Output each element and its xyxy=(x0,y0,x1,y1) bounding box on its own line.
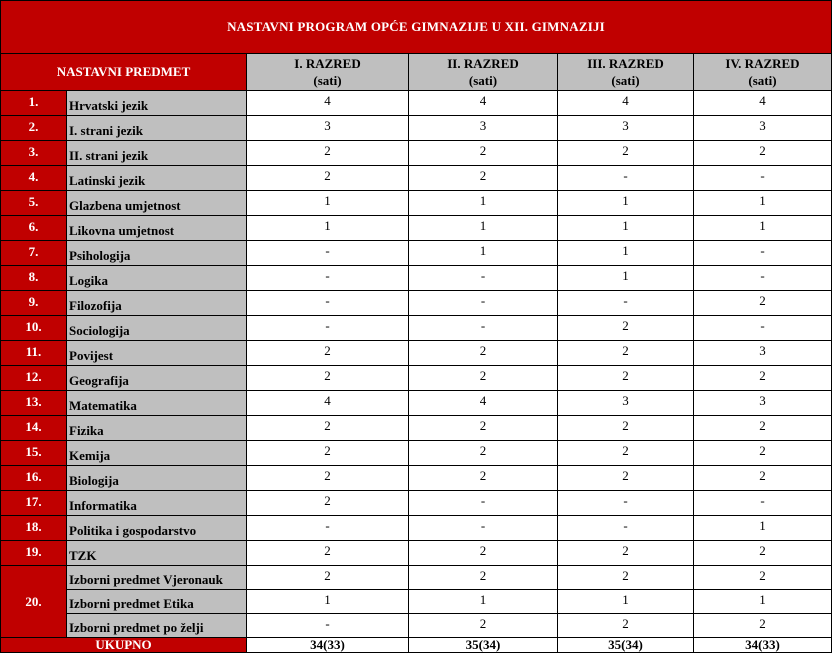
subject-name: Izborni predmet Etika xyxy=(67,590,247,614)
hours-cell: - xyxy=(247,241,409,266)
hours-cell: 2 xyxy=(558,614,694,638)
row-number: 19. xyxy=(1,541,67,566)
hours-cell: 4 xyxy=(409,391,558,416)
table-row xyxy=(1,566,832,590)
subject-name: Kemija xyxy=(67,441,247,466)
header-row xyxy=(1,54,832,91)
table-row xyxy=(1,466,832,491)
hours-cell: 2 xyxy=(247,541,409,566)
row-number: 3. xyxy=(1,141,67,166)
hours-cell: 2 xyxy=(409,416,558,441)
hours-cell: 3 xyxy=(247,116,409,141)
hours-cell: 2 xyxy=(409,566,558,590)
table-row xyxy=(1,516,832,541)
hours-cell: 2 xyxy=(558,566,694,590)
hours-cell: - xyxy=(558,291,694,316)
hours-cell: 2 xyxy=(558,341,694,366)
hours-cell: 3 xyxy=(694,341,832,366)
hours-cell: 2 xyxy=(409,341,558,366)
hours-cell: 2 xyxy=(409,441,558,466)
hours-cell: 2 xyxy=(247,441,409,466)
table-row xyxy=(1,441,832,466)
hours-cell: 2 xyxy=(409,366,558,391)
hours-cell: 2 xyxy=(247,491,409,516)
grade-3-header xyxy=(558,54,694,91)
table-row xyxy=(1,491,832,516)
hours-cell: 1 xyxy=(247,590,409,614)
table-row xyxy=(1,266,832,291)
table-row xyxy=(1,316,832,341)
subject-name: Likovna umjetnost xyxy=(67,216,247,241)
page-title: NASTAVNI PROGRAM OPĆE GIMNAZIJE U XII. GIMNAZIJI xyxy=(1,1,832,54)
hours-cell: 3 xyxy=(558,391,694,416)
row-number: 2. xyxy=(1,116,67,141)
hours-cell: 1 xyxy=(409,590,558,614)
subject-name: Filozofija xyxy=(67,291,247,316)
hours-cell: 2 xyxy=(409,541,558,566)
hours-cell: - xyxy=(694,491,832,516)
hours-cell: 3 xyxy=(694,391,832,416)
subject-name: Matematika xyxy=(67,391,247,416)
hours-cell: 1 xyxy=(409,241,558,266)
hours-cell: 2 xyxy=(694,466,832,491)
hours-cell: 2 xyxy=(558,466,694,491)
table-row xyxy=(1,141,832,166)
table-row xyxy=(1,291,832,316)
hours-cell: 1 xyxy=(694,516,832,541)
row-number: 9. xyxy=(1,291,67,316)
hours-cell: 2 xyxy=(694,416,832,441)
hours-cell: 2 xyxy=(694,614,832,638)
total-hours-cell: 35(34) xyxy=(409,638,558,653)
hours-cell: 1 xyxy=(694,216,832,241)
hours-cell: 2 xyxy=(247,341,409,366)
row-number: 10. xyxy=(1,316,67,341)
subject-name: Glazbena umjetnost xyxy=(67,191,247,216)
grade-1-header xyxy=(247,54,409,91)
subject-name: Povijest xyxy=(67,341,247,366)
hours-cell: 3 xyxy=(558,116,694,141)
hours-cell: - xyxy=(409,516,558,541)
curriculum-table-body xyxy=(1,1,832,653)
total-hours-cell: 34(33) xyxy=(247,638,409,653)
hours-cell: 2 xyxy=(558,441,694,466)
row-number: 1. xyxy=(1,91,67,116)
total-row xyxy=(1,638,832,653)
subject-name: Izborni predmet po želji xyxy=(67,614,247,638)
hours-cell: 2 xyxy=(694,441,832,466)
row-number: 4. xyxy=(1,166,67,191)
row-number: 14. xyxy=(1,416,67,441)
grade-1-name: I. RAZRED xyxy=(294,56,361,71)
row-number: 20. xyxy=(1,566,67,638)
hours-cell: - xyxy=(247,266,409,291)
hours-cell: - xyxy=(694,266,832,291)
hours-cell: 1 xyxy=(694,590,832,614)
hours-cell: 4 xyxy=(247,91,409,116)
row-number: 7. xyxy=(1,241,67,266)
subject-name: Hrvatski jezik xyxy=(67,91,247,116)
hours-cell: 2 xyxy=(409,166,558,191)
grade-2-name: II. RAZRED xyxy=(447,56,519,71)
row-number: 8. xyxy=(1,266,67,291)
row-number: 17. xyxy=(1,491,67,516)
hours-cell: - xyxy=(558,491,694,516)
hours-cell: - xyxy=(409,316,558,341)
hours-cell: 2 xyxy=(247,141,409,166)
hours-cell: - xyxy=(247,516,409,541)
hours-cell: 1 xyxy=(558,191,694,216)
subject-name: Logika xyxy=(67,266,247,291)
row-number: 12. xyxy=(1,366,67,391)
hours-cell: - xyxy=(694,241,832,266)
table-row xyxy=(1,541,832,566)
subject-name: Biologija xyxy=(67,466,247,491)
row-number: 16. xyxy=(1,466,67,491)
total-hours-cell: 35(34) xyxy=(558,638,694,653)
hours-cell: 4 xyxy=(694,91,832,116)
hours-cell: 2 xyxy=(409,466,558,491)
total-label: UKUPNO xyxy=(1,638,247,653)
subject-name: Latinski jezik xyxy=(67,166,247,191)
hours-cell: 2 xyxy=(694,366,832,391)
row-number: 15. xyxy=(1,441,67,466)
hours-cell: 4 xyxy=(558,91,694,116)
grade-4-unit: (sati) xyxy=(748,73,777,88)
table-row xyxy=(1,614,832,638)
row-number: 11. xyxy=(1,341,67,366)
hours-cell: 2 xyxy=(247,166,409,191)
grade-2-unit: (sati) xyxy=(468,73,498,88)
row-number: 13. xyxy=(1,391,67,416)
row-number: 18. xyxy=(1,516,67,541)
hours-cell: - xyxy=(409,266,558,291)
hours-cell: 3 xyxy=(409,116,558,141)
hours-cell: - xyxy=(694,316,832,341)
hours-cell: - xyxy=(409,291,558,316)
hours-cell: 1 xyxy=(558,590,694,614)
hours-cell: 2 xyxy=(694,291,832,316)
hours-cell: 2 xyxy=(247,566,409,590)
hours-cell: 2 xyxy=(558,141,694,166)
hours-cell: - xyxy=(247,614,409,638)
hours-cell: 2 xyxy=(247,366,409,391)
hours-cell: 2 xyxy=(409,141,558,166)
hours-cell: 2 xyxy=(694,141,832,166)
grade-1-unit: (sati) xyxy=(313,73,342,88)
table-row xyxy=(1,166,832,191)
hours-cell: 2 xyxy=(558,416,694,441)
hours-cell: - xyxy=(409,491,558,516)
table-row xyxy=(1,241,832,266)
table-row xyxy=(1,216,832,241)
subject-name: II. strani jezik xyxy=(67,141,247,166)
subject-name: Psihologija xyxy=(67,241,247,266)
subject-name: TZK xyxy=(67,541,247,566)
hours-cell: 1 xyxy=(558,266,694,291)
table-row xyxy=(1,191,832,216)
grade-3-name: III. RAZRED xyxy=(587,56,664,71)
hours-cell: - xyxy=(247,316,409,341)
table-row xyxy=(1,416,832,441)
hours-cell: 1 xyxy=(694,191,832,216)
hours-cell: 2 xyxy=(558,541,694,566)
hours-cell: 2 xyxy=(558,366,694,391)
hours-cell: 2 xyxy=(409,614,558,638)
hours-cell: 2 xyxy=(694,541,832,566)
subject-name: I. strani jezik xyxy=(67,116,247,141)
grade-3-unit: (sati) xyxy=(611,73,640,88)
hours-cell: - xyxy=(247,291,409,316)
table-row xyxy=(1,91,832,116)
hours-cell: - xyxy=(694,166,832,191)
table-row xyxy=(1,391,832,416)
table-row xyxy=(1,366,832,391)
hours-cell: 2 xyxy=(247,416,409,441)
subject-name: Fizika xyxy=(67,416,247,441)
row-number: 6. xyxy=(1,216,67,241)
hours-cell: 1 xyxy=(558,216,694,241)
hours-cell: 2 xyxy=(247,466,409,491)
subject-name: Izborni predmet Vjeronauk xyxy=(67,566,247,590)
table-row xyxy=(1,341,832,366)
hours-cell: 1 xyxy=(409,216,558,241)
subject-name: Sociologija xyxy=(67,316,247,341)
subject-name: Informatika xyxy=(67,491,247,516)
total-hours-cell: 34(33) xyxy=(694,638,832,653)
title-row xyxy=(1,1,832,54)
hours-cell: 4 xyxy=(409,91,558,116)
hours-cell: 1 xyxy=(409,191,558,216)
hours-cell: 1 xyxy=(558,241,694,266)
hours-cell: 2 xyxy=(694,566,832,590)
table-row xyxy=(1,590,832,614)
hours-cell: - xyxy=(558,516,694,541)
subject-column-header: NASTAVNI PREDMET xyxy=(1,54,247,91)
hours-cell: 2 xyxy=(558,316,694,341)
hours-cell: 3 xyxy=(694,116,832,141)
hours-cell: 4 xyxy=(247,391,409,416)
subject-name: Politika i gospodarstvo xyxy=(67,516,247,541)
hours-cell: 1 xyxy=(247,216,409,241)
hours-cell: 1 xyxy=(247,191,409,216)
table-row xyxy=(1,116,832,141)
grade-2-header xyxy=(409,54,558,91)
grade-4-header xyxy=(694,54,832,91)
subject-name: Geografija xyxy=(67,366,247,391)
hours-cell: - xyxy=(558,166,694,191)
grade-4-name: IV. RAZRED xyxy=(725,56,800,71)
row-number: 5. xyxy=(1,191,67,216)
